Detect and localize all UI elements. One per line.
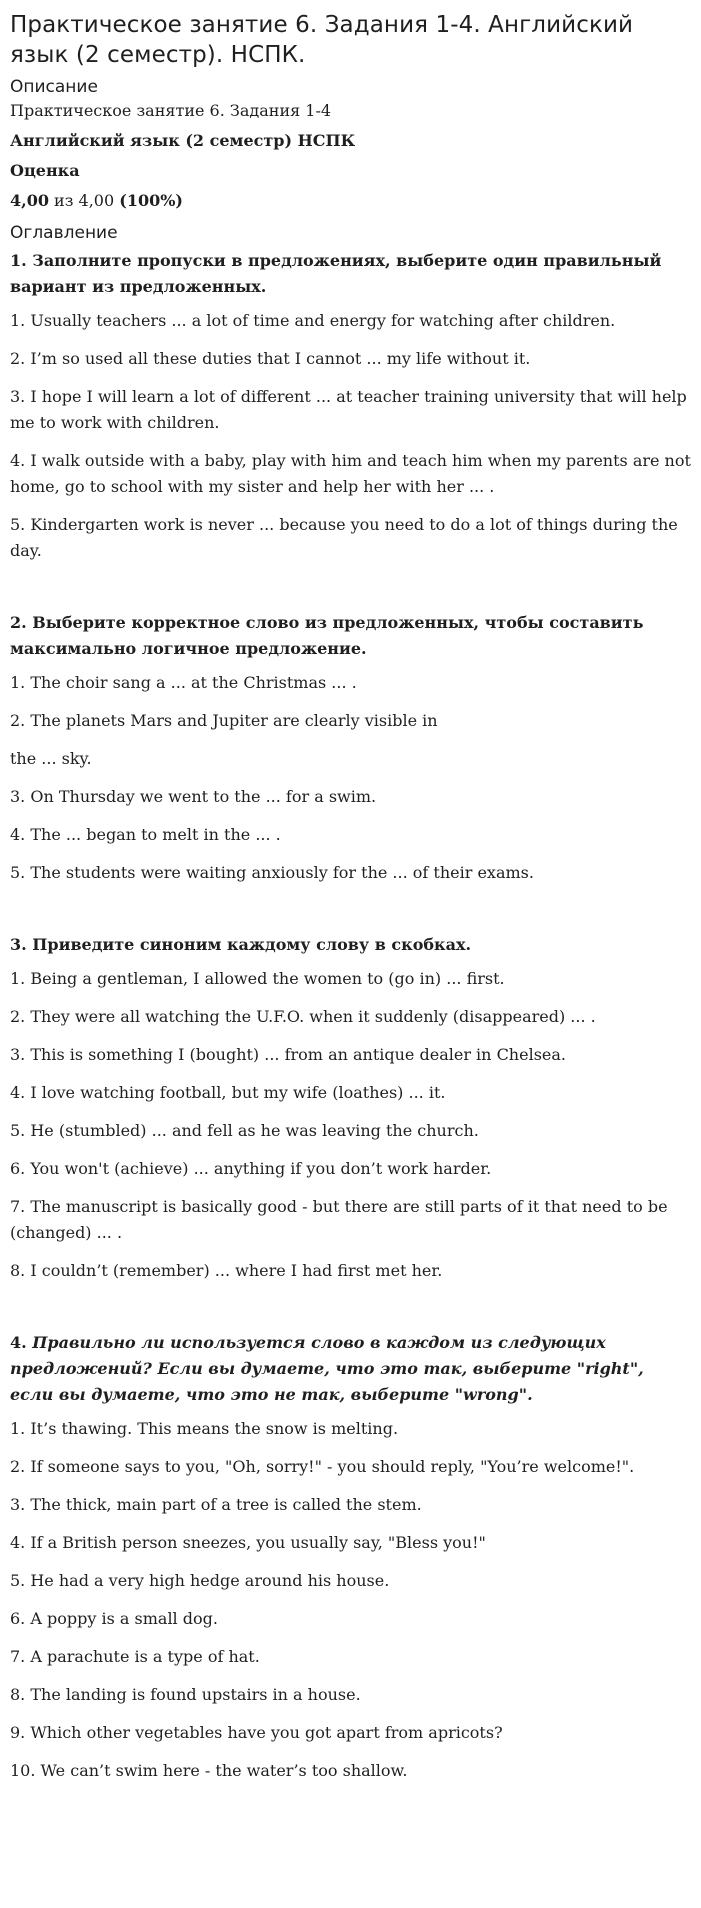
- list-item: 2. The planets Mars and Jupiter are clearly visible in: [10, 711, 438, 730]
- list-item: 5. He (stumbled) ... and fell as he was leaving the church.: [10, 1121, 479, 1140]
- list-item: 6. You won't (achieve) ... anything if you don’t work harder.: [10, 1159, 492, 1178]
- list-item: 7. The manuscript is basically good - but there are still parts of it that need to be (changed) ... .: [10, 1197, 668, 1242]
- list-item: 3. This is something I (bought) ... from an antique dealer in Chelsea.: [10, 1045, 566, 1064]
- list-item: 8. I couldn’t (remember) ... where I had first met her.: [10, 1261, 443, 1280]
- list-item: 5. He had a very high hedge around his house.: [10, 1571, 390, 1590]
- list-item: 10. We can’t swim here - the water’s too shallow.: [10, 1761, 408, 1780]
- grade-label: Оценка: [10, 161, 80, 180]
- list-item: 9. Which other vegetables have you got apart from apricots?: [10, 1723, 503, 1742]
- list-item: 1. Being a gentleman, I allowed the women to (go in) ... first.: [10, 969, 505, 988]
- grade-value: [10, 190, 691, 212]
- description-line-2: Английский язык (2 семестр) НСПК: [10, 131, 356, 150]
- toc-label: Оглавление: [10, 223, 118, 243]
- list-item: 5. Kindergarten work is never ... because you need to do a lot of things during the day.: [10, 515, 678, 560]
- section-4-text: Правильно ли используется слово в каждом из следующих предложений? Если вы думаете, что это так, выберите "right", если вы думаете, что это не так, выберите "wrong".: [10, 1333, 644, 1404]
- list-item: 4. The ... began to melt in the ... .: [10, 825, 281, 844]
- list-item: 8. The landing is found upstairs in a house.: [10, 1685, 361, 1704]
- section-spacer: [10, 1296, 691, 1326]
- list-item: 5. The students were waiting anxiously for the ... of their exams.: [10, 863, 534, 882]
- list-item: 3. The thick, main part of a tree is called the stem.: [10, 1495, 422, 1514]
- list-item: 3. On Thursday we went to the ... for a swim.: [10, 787, 377, 806]
- grade-of: из 4,00: [48, 191, 120, 210]
- list-item: 2. If someone says to you, "Oh, sorry!" - you should reply, "You’re welcome!".: [10, 1457, 635, 1476]
- list-item: 1. The choir sang a ... at the Christmas ... .: [10, 673, 357, 692]
- section-4-number: 4.: [10, 1333, 33, 1352]
- section-2-title: 2. Выберите корректное слово из предложенных, чтобы составить максимально логичное предложение.: [10, 613, 644, 658]
- list-item: the ... sky.: [10, 749, 92, 768]
- list-item: 1. Usually teachers ... a lot of time and energy for watching after children.: [10, 311, 616, 330]
- list-item: 6. A poppy is a small dog.: [10, 1609, 218, 1628]
- description-line-1: Практическое занятие 6. Задания 1-4: [10, 101, 332, 120]
- list-item: 1. It’s thawing. This means the snow is melting.: [10, 1419, 399, 1438]
- section-spacer: [10, 576, 691, 606]
- list-item: 2. I’m so used all these duties that I cannot ... my life without it.: [10, 349, 531, 368]
- list-item: 4. I walk outside with a baby, play with him and teach him when my parents are not home, go to school with my sister and help her with her ... .: [10, 451, 691, 496]
- list-item: 2. They were all watching the U.F.O. when it suddenly (disappeared) ... .: [10, 1007, 596, 1026]
- section-spacer: [10, 898, 691, 928]
- grade-percent: (100%): [119, 191, 183, 210]
- description-label: Описание: [10, 77, 98, 97]
- list-item: 3. I hope I will learn a lot of different ... at teacher training university that will help me to work with children.: [10, 387, 687, 432]
- section-3-title: 3. Приведите синоним каждому слову в скобках.: [10, 935, 472, 954]
- section-1-title: 1. Заполните пропуски в предложениях, выберите один правильный вариант из предложенных.: [10, 251, 662, 296]
- list-item: 7. A parachute is a type of hat.: [10, 1647, 260, 1666]
- section-4-title: [10, 1330, 691, 1408]
- list-item: 4. If a British person sneezes, you usually say, "Bless you!": [10, 1533, 486, 1552]
- grade-score: 4,00: [10, 191, 49, 210]
- page-title: Практическое занятие 6. Задания 1-4. Английский язык (2 семестр). НСПК.: [10, 12, 634, 68]
- list-item: 4. I love watching football, but my wife (loathes) ... it.: [10, 1083, 446, 1102]
